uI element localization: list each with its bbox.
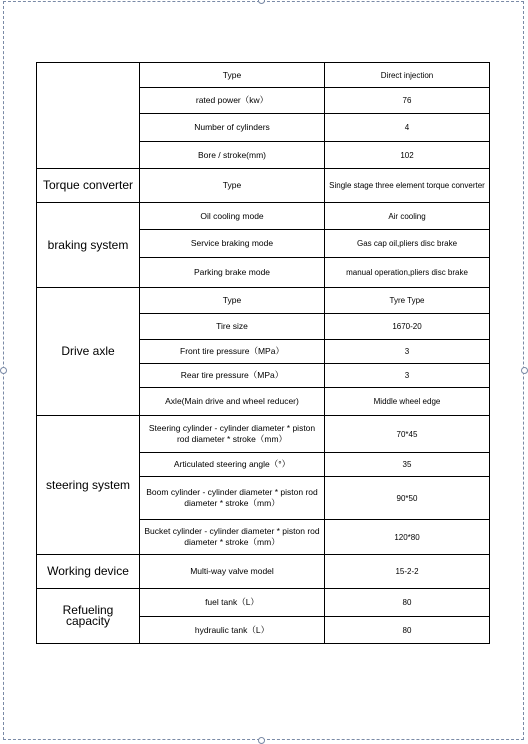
parameter-cell: Front tire pressure（MPa） — [140, 340, 325, 364]
category-cell: Drive axle — [37, 288, 140, 416]
value-cell: 90*50 — [325, 477, 490, 520]
parameter-cell: hydraulic tank（L） — [140, 617, 325, 644]
parameter-cell: Type — [140, 288, 325, 314]
value-cell: 3 — [325, 340, 490, 364]
parameter-cell: Number of cylinders — [140, 114, 325, 142]
parameter-cell: Steering cylinder - cylinder diameter * piston rod diameter * stroke（mm） — [140, 416, 325, 453]
table-row — [37, 203, 490, 230]
parameter-cell: Oil cooling mode — [140, 203, 325, 230]
value-cell: 76 — [325, 88, 490, 114]
parameter-cell: rated power（kw） — [140, 88, 325, 114]
parameter-cell: fuel tank（L） — [140, 589, 325, 617]
parameter-cell: Type — [140, 169, 325, 203]
value-cell: 80 — [325, 617, 490, 644]
table-row — [37, 589, 490, 617]
value-cell: 102 — [325, 142, 490, 169]
category-cell: Refueling capacity — [37, 589, 140, 644]
value-cell: 70*45 — [325, 416, 490, 453]
category-cell — [37, 63, 140, 169]
table-row — [37, 416, 490, 453]
category-cell: Working device — [37, 555, 140, 589]
resize-handle-right[interactable] — [521, 367, 528, 374]
parameter-cell: Articulated steering angle（°） — [140, 453, 325, 477]
parameter-cell: Service braking mode — [140, 230, 325, 258]
category-cell: braking system — [37, 203, 140, 288]
category-cell: steering system — [37, 416, 140, 555]
value-cell: 1670-20 — [325, 314, 490, 340]
table-row — [37, 288, 490, 314]
value-cell: 3 — [325, 364, 490, 388]
value-cell: Gas cap oil,pliers disc brake — [325, 230, 490, 258]
value-cell: 120*80 — [325, 520, 490, 555]
parameter-cell: Tire size — [140, 314, 325, 340]
specification-table — [36, 62, 490, 644]
value-cell: Air cooling — [325, 203, 490, 230]
value-cell: Direct injection — [325, 63, 490, 88]
parameter-cell: Bore / stroke(mm) — [140, 142, 325, 169]
parameter-cell: Type — [140, 63, 325, 88]
table-row — [37, 63, 490, 88]
parameter-cell: Rear tire pressure（MPa） — [140, 364, 325, 388]
table-row — [37, 555, 490, 589]
resize-handle-left[interactable] — [0, 367, 7, 374]
parameter-cell: Boom cylinder - cylinder diameter * piston rod diameter * stroke（mm） — [140, 477, 325, 520]
category-cell: Torque converter — [37, 169, 140, 203]
value-cell: Tyre Type — [325, 288, 490, 314]
value-cell: manual operation,pliers disc brake — [325, 258, 490, 288]
value-cell: 35 — [325, 453, 490, 477]
parameter-cell: Multi-way valve model — [140, 555, 325, 589]
table-row — [37, 169, 490, 203]
value-cell: 4 — [325, 114, 490, 142]
value-cell: 15-2-2 — [325, 555, 490, 589]
value-cell: 80 — [325, 589, 490, 617]
value-cell: Middle wheel edge — [325, 388, 490, 416]
parameter-cell: Bucket cylinder - cylinder diameter * piston rod diameter * stroke（mm） — [140, 520, 325, 555]
resize-handle-bottom[interactable] — [258, 737, 265, 744]
parameter-cell: Parking brake mode — [140, 258, 325, 288]
parameter-cell: Axle(Main drive and wheel reducer) — [140, 388, 325, 416]
value-cell: Single stage three element torque converter — [325, 169, 490, 203]
